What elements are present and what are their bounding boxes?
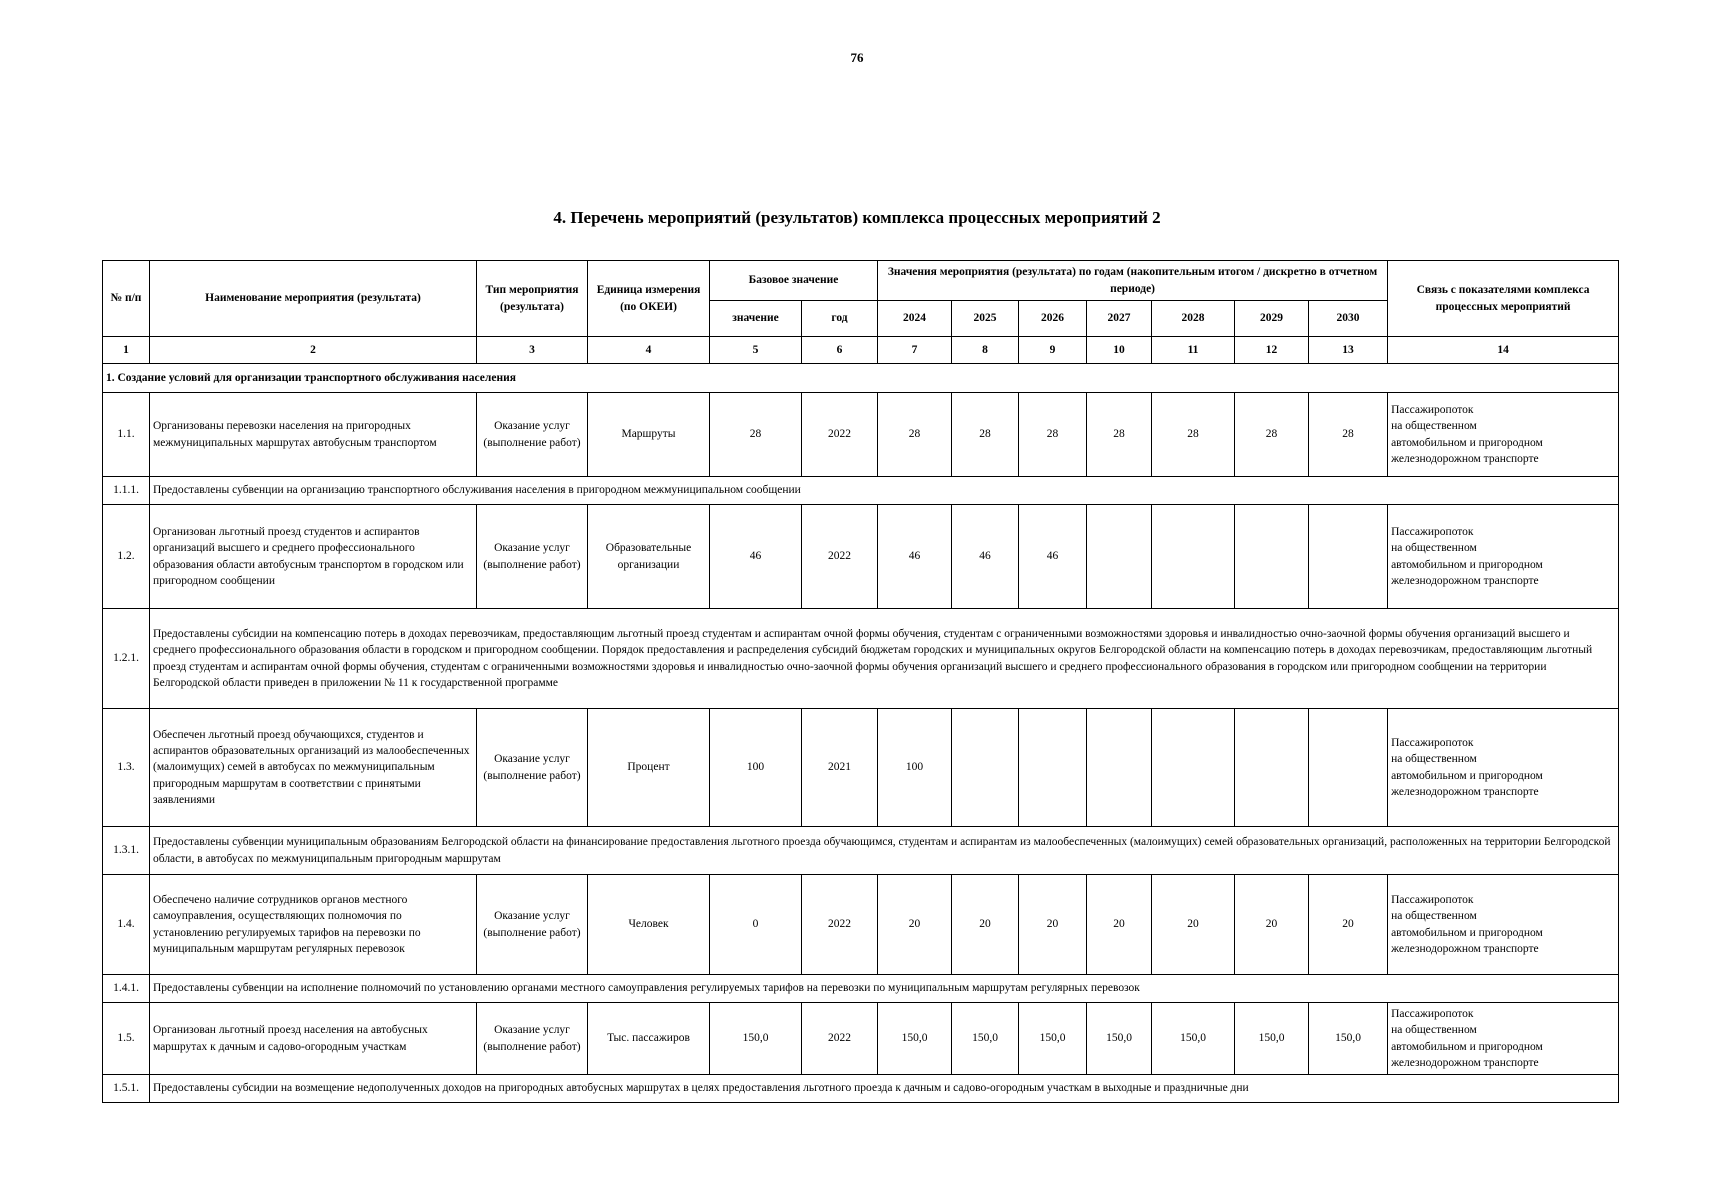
row-indicator-link (1388, 505, 1619, 609)
header-num: № п/п (103, 261, 150, 337)
column-number: 7 (878, 337, 952, 364)
row-base-value: 28 (710, 393, 802, 477)
row-base-year: 2022 (802, 505, 878, 609)
indicator-link-line: Пассажиропоток (1391, 737, 1474, 750)
indicator-link-line: автомобильном и пригородном (1391, 558, 1543, 571)
column-number: 3 (477, 337, 588, 364)
row-number: 1.3. (103, 709, 150, 827)
indicator-link-line: Пассажиропоток (1391, 404, 1474, 417)
row-name: Организован льготный проезд населения на автобусных маршрутах к дачным и садово-огородным участкам (150, 1003, 477, 1075)
column-number: 10 (1087, 337, 1152, 364)
row-year-value (1152, 505, 1235, 609)
row-year-value (1152, 709, 1235, 827)
column-number: 9 (1019, 337, 1087, 364)
row-year-value: 150,0 (1309, 1003, 1388, 1075)
row-year-value: 20 (1019, 875, 1087, 975)
row-type: Оказание услуг (выполнение работ) (477, 505, 588, 609)
row-indicator-link (1388, 1003, 1619, 1075)
sub-activity-number: 1.5.1. (103, 1075, 150, 1103)
row-base-value: 100 (710, 709, 802, 827)
indicator-link-line: автомобильном и пригородном (1391, 769, 1543, 782)
indicator-link-line: на общественном (1391, 753, 1477, 766)
header-unit: Единица измерения (по ОКЕИ) (588, 261, 710, 337)
row-unit: Образовательные организации (588, 505, 710, 609)
row-indicator-link (1388, 875, 1619, 975)
table-row (103, 393, 1619, 477)
sub-activity-text: Предоставлены субвенции муниципальным образованиям Белгородской области на финансирование предоставления льготного проезда обучающимся, студентам и аспирантам из малообеспеченных (малоимущих) семей образовательных организаций, расположенных на территории Белгородской области, в автобусах по межмуниципальным пригородным маршрутам (150, 827, 1619, 875)
indicator-link-line: на общественном (1391, 910, 1477, 923)
indicator-link-line: Пассажиропоток (1391, 894, 1474, 907)
section-title: 1. Создание условий для организации транспортного обслуживания населения (103, 364, 1619, 393)
header-values-by-year: Значения мероприятия (результата) по годам (накопительным итогом / дискретно в отчетном периоде) (878, 261, 1388, 301)
indicator-link-line: Пассажиропоток (1391, 1008, 1474, 1021)
indicator-link-line: железнодорожном транспорте (1391, 785, 1539, 798)
row-year-value: 150,0 (1087, 1003, 1152, 1075)
row-number: 1.1. (103, 393, 150, 477)
column-number: 6 (802, 337, 878, 364)
row-year-value: 150,0 (952, 1003, 1019, 1075)
indicator-link-line: железнодорожном транспорте (1391, 942, 1539, 955)
page-number: 76 (850, 50, 864, 65)
sub-activity-number: 1.3.1. (103, 827, 150, 875)
row-year-value (1087, 709, 1152, 827)
row-base-value: 0 (710, 875, 802, 975)
indicator-link-line: Пассажиропоток (1391, 526, 1474, 539)
header-year: 2028 (1152, 301, 1235, 337)
row-year-value: 28 (1309, 393, 1388, 477)
indicator-link-line: на общественном (1391, 542, 1477, 555)
document-title: 4. Перечень мероприятий (результатов) комплекса процессных мероприятий 2 (553, 208, 1161, 227)
sub-activity-row (103, 827, 1619, 875)
row-name: Обеспечен льготный проезд обучающихся, студентов и аспирантов образовательных организаций из малообеспеченных (малоимущих) семей в автобусах по межмуниципальным пригородным маршрутам в соответствии с принятыми заявлениями (150, 709, 477, 827)
row-year-value: 20 (878, 875, 952, 975)
sub-activity-text: Предоставлены субвенции на исполнение полномочий по установлению органами местного самоуправления регулируемых тарифов на перевозки по муниципальным маршрутам регулярных перевозок (150, 975, 1619, 1003)
row-year-value: 150,0 (1235, 1003, 1309, 1075)
row-indicator-link (1388, 709, 1619, 827)
activities-table (102, 260, 1619, 1103)
row-type: Оказание услуг (выполнение работ) (477, 875, 588, 975)
row-year-value (1235, 505, 1309, 609)
header-name: Наименование мероприятия (результата) (150, 261, 477, 337)
header-year: 2029 (1235, 301, 1309, 337)
header-year: 2025 (952, 301, 1019, 337)
table-row (103, 875, 1619, 975)
row-year-value (1087, 505, 1152, 609)
sub-activity-row (103, 609, 1619, 709)
header-link: Связь с показателями комплекса процессных мероприятий (1388, 261, 1619, 337)
header-year: 2027 (1087, 301, 1152, 337)
table-row (103, 709, 1619, 827)
row-type: Оказание услуг (выполнение работ) (477, 709, 588, 827)
row-year-value: 28 (1235, 393, 1309, 477)
row-year-value (1309, 505, 1388, 609)
column-number: 13 (1309, 337, 1388, 364)
row-year-value: 150,0 (1152, 1003, 1235, 1075)
row-name: Обеспечено наличие сотрудников органов местного самоуправления, осуществляющих полномочия по установлению регулируемых тарифов на перевозки по муниципальным маршрутам регулярных перевозок (150, 875, 477, 975)
column-number: 12 (1235, 337, 1309, 364)
row-year-value (952, 709, 1019, 827)
row-base-year: 2021 (802, 709, 878, 827)
row-year-value: 150,0 (878, 1003, 952, 1075)
row-number: 1.4. (103, 875, 150, 975)
row-year-value: 20 (1309, 875, 1388, 975)
table-body (103, 393, 1619, 1103)
indicator-link-line: автомобильном и пригородном (1391, 926, 1543, 939)
row-unit: Тыс. пассажиров (588, 1003, 710, 1075)
indicator-link-line: на общественном (1391, 1024, 1477, 1037)
sub-activity-text: Предоставлены субсидии на компенсацию потерь в доходах перевозчикам, предоставляющим льготный проезд студентам и аспирантам очной формы обучения, студентам с ограниченными возможностями здоровья и инвалидностью очно-заочной формы обучения организаций высшего и среднего профессионального образования области в городском и пригородном сообщении. Порядок предоставления и распределения субсидий бюджетам городских и муниципальных округов Белгородской области на компенсацию потерь в доходах перевозчикам, предоставляющим льготный проезд студентам и аспирантам очной формы обучения, студентам с ограниченными возможностями здоровья и инвалидностью очно-заочной формы обучения организаций высшего и среднего профессионального образования в городском или пригородном сообщении на территории Белгородской области приведен в приложении № 11 к государственной программе (150, 609, 1619, 709)
row-year-value (1235, 709, 1309, 827)
row-year-value (1019, 709, 1087, 827)
row-indicator-link (1388, 393, 1619, 477)
row-year-value: 20 (1235, 875, 1309, 975)
row-base-year: 2022 (802, 393, 878, 477)
column-number: 1 (103, 337, 150, 364)
row-year-value: 150,0 (1019, 1003, 1087, 1075)
header-type: Тип мероприятия (результата) (477, 261, 588, 337)
row-type: Оказание услуг (выполнение работ) (477, 1003, 588, 1075)
row-year-value: 28 (952, 393, 1019, 477)
sub-activity-row (103, 975, 1619, 1003)
row-base-value: 150,0 (710, 1003, 802, 1075)
row-base-year: 2022 (802, 1003, 878, 1075)
header-year: 2030 (1309, 301, 1388, 337)
header-base-value: значение (710, 301, 802, 337)
sub-activity-number: 1.2.1. (103, 609, 150, 709)
column-number: 4 (588, 337, 710, 364)
table-row (103, 1003, 1619, 1075)
row-unit: Маршруты (588, 393, 710, 477)
sub-activity-number: 1.1.1. (103, 477, 150, 505)
column-number: 5 (710, 337, 802, 364)
row-unit: Человек (588, 875, 710, 975)
column-number-row (103, 337, 1619, 364)
row-year-value (1309, 709, 1388, 827)
indicator-link-line: железнодорожном транспорте (1391, 574, 1539, 587)
indicator-link-line: автомобильном и пригородном (1391, 436, 1543, 449)
header-base: Базовое значение (710, 261, 878, 301)
sub-activity-row (103, 1075, 1619, 1103)
column-number: 8 (952, 337, 1019, 364)
row-base-value: 46 (710, 505, 802, 609)
row-year-value: 20 (1087, 875, 1152, 975)
row-year-value: 46 (952, 505, 1019, 609)
sub-activity-text: Предоставлены субвенции на организацию транспортного обслуживания населения в пригородном межмуниципальном сообщении (150, 477, 1619, 505)
row-year-value: 28 (1087, 393, 1152, 477)
row-unit: Процент (588, 709, 710, 827)
row-number: 1.2. (103, 505, 150, 609)
header-year: 2024 (878, 301, 952, 337)
row-number: 1.5. (103, 1003, 150, 1075)
section-row (103, 364, 1619, 393)
row-year-value: 28 (1019, 393, 1087, 477)
indicator-link-line: железнодорожном транспорте (1391, 452, 1539, 465)
row-year-value: 20 (1152, 875, 1235, 975)
indicator-link-line: автомобильном и пригородном (1391, 1040, 1543, 1053)
row-year-value: 20 (952, 875, 1019, 975)
row-base-year: 2022 (802, 875, 878, 975)
sub-activity-row (103, 477, 1619, 505)
column-number: 14 (1388, 337, 1619, 364)
row-year-value: 28 (1152, 393, 1235, 477)
indicator-link-line: на общественном (1391, 420, 1477, 433)
sub-activity-number: 1.4.1. (103, 975, 150, 1003)
row-name: Организованы перевозки населения на пригородных межмуниципальных маршрутах автобусным транспортом (150, 393, 477, 477)
row-year-value: 28 (878, 393, 952, 477)
header-year: 2026 (1019, 301, 1087, 337)
row-year-value: 46 (1019, 505, 1087, 609)
sub-activity-text: Предоставлены субсидии на возмещение недополученных доходов на пригородных автобусных маршрутах в целях предоставления льготного проезда к дачным и садово-огородным участкам в выходные и праздничные дни (150, 1075, 1619, 1103)
row-name: Организован льготный проезд студентов и аспирантов организаций высшего и среднего профессионального образования области автобусным транспортом в городском или пригородном сообщении (150, 505, 477, 609)
indicator-link-line: железнодорожном транспорте (1391, 1056, 1539, 1069)
row-year-value: 100 (878, 709, 952, 827)
column-number: 2 (150, 337, 477, 364)
column-number: 11 (1152, 337, 1235, 364)
row-type: Оказание услуг (выполнение работ) (477, 393, 588, 477)
table-row (103, 505, 1619, 609)
header-base-year: год (802, 301, 878, 337)
row-year-value: 46 (878, 505, 952, 609)
